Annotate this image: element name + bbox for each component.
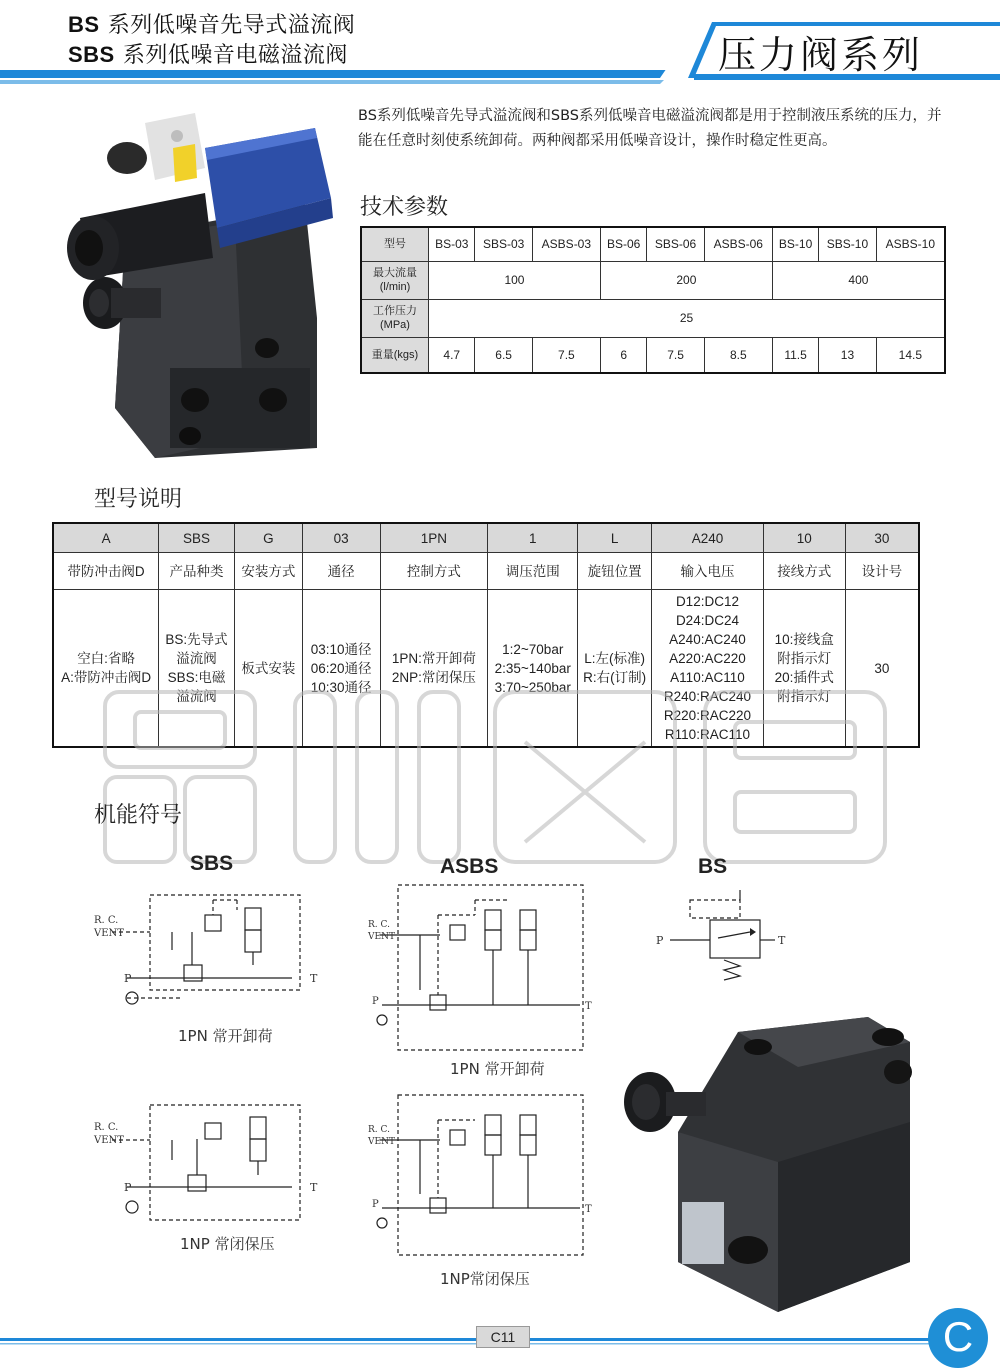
sbs-np-rc-label: R. C. <box>94 1122 119 1133</box>
asbs-np-vent-label: VENT <box>368 1137 395 1147</box>
specs-table <box>360 226 946 374</box>
spec-weight: 4.7 <box>429 337 475 373</box>
detail-line: 10:30通径 <box>310 679 372 695</box>
bs-p-label: P <box>656 934 664 947</box>
spec-weight: 6.5 <box>475 337 532 373</box>
spec-weight: 13 <box>819 337 876 373</box>
detail-line: R220:RAC220 <box>663 708 751 723</box>
sbs-t-label: T <box>310 972 318 985</box>
spec-flow-value: 100 <box>429 261 601 299</box>
spec-weight: 7.5 <box>647 337 704 373</box>
spec-model: BS-06 <box>600 227 646 261</box>
series-title: 压力阀系列 <box>718 33 924 77</box>
caption-sbs-1np: 1NP 常闭保压 <box>180 1235 275 1253</box>
page-number: C11 <box>476 1326 530 1348</box>
code-cell: 1 <box>488 523 578 553</box>
spec-weight: 14.5 <box>876 337 945 373</box>
symbols-section-title: 机能符号 <box>94 803 183 828</box>
spec-weight: 6 <box>600 337 646 373</box>
spec-flow-label-2: (l/min) <box>379 281 411 293</box>
detail-line: R:右(订制) <box>583 670 647 685</box>
title-text-sbs: 系列低噪音电磁溢流阀 <box>122 43 348 68</box>
spec-weight: 11.5 <box>772 337 818 373</box>
sbs-np-vent-label: VENT <box>94 1135 124 1146</box>
caption-asbs-1pn: 1PN 常开卸荷 <box>450 1060 545 1078</box>
spec-flow-value: 200 <box>600 261 772 299</box>
detail-line: A110:AC110 <box>670 670 745 685</box>
detail-line: R240:RAC240 <box>663 689 751 704</box>
asbs-p-label: P <box>372 996 379 1007</box>
detail-line: 06:20通径 <box>310 660 372 676</box>
spec-model: BS-03 <box>429 227 475 261</box>
detail-line: 1:2~70bar <box>502 641 564 657</box>
spec-flow-label-1: 最大流量 <box>373 267 417 279</box>
spec-model: SBS-10 <box>819 227 876 261</box>
spec-model-label: 型号 <box>361 227 429 261</box>
spec-weight-label: 重量(kgs) <box>361 337 429 373</box>
detail-line: 附指示灯 <box>777 689 832 704</box>
detail-line: SBS:电磁 <box>167 670 226 685</box>
code-name: 安装方式 <box>234 553 302 590</box>
detail-line: 20:插件式 <box>774 670 834 685</box>
title-model-bs: BS <box>68 12 100 37</box>
spec-flow-label <box>361 261 429 299</box>
code-name: 设计号 <box>845 553 919 590</box>
symbol-sbs-1np <box>92 1095 332 1225</box>
detail-line: 3:70~250bar <box>494 679 571 695</box>
sbs-np-t-label: T <box>310 1181 318 1194</box>
sbs-p-label: P <box>124 972 132 985</box>
code-name: 产品种类 <box>159 553 235 590</box>
symbol-asbs-1pn <box>360 880 600 1055</box>
spec-flow-value: 400 <box>772 261 945 299</box>
asbs-np-t-label: T <box>585 1204 592 1215</box>
code-cell: 30 <box>845 523 919 553</box>
detail-line: 附指示灯 <box>777 651 832 666</box>
detail-line: A:带防冲击阀D <box>61 670 152 685</box>
title-model-sbs: SBS <box>68 42 115 67</box>
code-name: 带防冲击阀D <box>53 553 159 590</box>
detail-line: BS:先导式 <box>165 632 228 647</box>
spec-weight: 8.5 <box>704 337 772 373</box>
asbs-np-rc-label: R. C. <box>368 1125 390 1135</box>
asbs-vent-label: VENT <box>368 932 395 942</box>
spec-weight: 7.5 <box>532 337 600 373</box>
sbs-np-p-label: P <box>124 1181 132 1194</box>
code-cell: 1PN <box>380 523 488 553</box>
detail-line: A240:AC240 <box>669 632 746 647</box>
spec-pressure-label-1: 工作压力 <box>373 305 417 317</box>
detail-line: R110:RAC110 <box>664 727 750 742</box>
model-code-section-title: 型号说明 <box>94 487 183 512</box>
caption-asbs-1np: 1NP常闭保压 <box>440 1270 530 1288</box>
caption-sbs-1pn: 1PN 常开卸荷 <box>178 1027 273 1045</box>
spec-pressure-value: 25 <box>429 299 946 337</box>
spec-model: ASBS-06 <box>704 227 772 261</box>
watermark-logo <box>95 682 895 872</box>
detail-line: 空白:省略 <box>77 651 135 666</box>
code-name: 旋钮位置 <box>578 553 652 590</box>
code-cell: G <box>234 523 302 553</box>
sbs-vent-label: VENT <box>94 928 124 939</box>
detail-line: 10:接线盒 <box>774 632 834 647</box>
detail-line: 03:10通径 <box>310 641 372 657</box>
spec-pressure-label <box>361 299 429 337</box>
detail-line: 溢流阀 <box>176 651 217 666</box>
spec-model: ASBS-10 <box>876 227 945 261</box>
code-name: 调压范围 <box>488 553 578 590</box>
product-photo-sbs-valve <box>55 108 335 468</box>
title-text-bs: 系列低噪音先导式溢流阀 <box>107 13 356 38</box>
code-cell: A240 <box>652 523 764 553</box>
spec-model: SBS-03 <box>475 227 532 261</box>
detail-line: 溢流阀 <box>176 689 217 704</box>
code-cell: L <box>578 523 652 553</box>
code-cell: SBS <box>159 523 235 553</box>
symbol-title-asbs: ASBS <box>440 855 499 878</box>
detail-line: D24:DC24 <box>675 613 739 628</box>
code-name: 控制方式 <box>380 553 488 590</box>
symbol-sbs-1pn <box>92 890 332 1015</box>
asbs-rc-label: R. C. <box>368 920 390 930</box>
spec-model: ASBS-03 <box>532 227 600 261</box>
detail-line: 2:35~140bar <box>494 660 571 676</box>
intro-paragraph: BS系列低噪音先导式溢流阀和SBS系列低噪音电磁溢流阀都是用于控制液压系统的压力，并能在任意时刻使系统卸荷。两种阀都采用低噪音设计，操作时稳定性更高。 <box>358 108 942 149</box>
section-letter-badge: C <box>928 1308 988 1368</box>
spec-model: BS-10 <box>772 227 818 261</box>
detail-line: 30 <box>874 660 890 676</box>
detail-line: 板式安装 <box>241 660 296 676</box>
symbol-bs <box>650 880 800 990</box>
bs-t-label: T <box>778 934 786 947</box>
code-cell: 03 <box>302 523 380 553</box>
code-cell: 10 <box>763 523 845 553</box>
code-name: 输入电压 <box>652 553 764 590</box>
asbs-t-label: T <box>585 1001 592 1012</box>
spec-pressure-label-2: (MPa) <box>380 319 410 331</box>
symbol-title-bs: BS <box>698 855 728 878</box>
detail-line: A220:AC220 <box>669 651 746 666</box>
code-cell: A <box>53 523 159 553</box>
symbol-asbs-1np <box>360 1090 600 1260</box>
code-name: 接线方式 <box>763 553 845 590</box>
detail-line: 1PN:常开卸荷 <box>391 651 476 666</box>
spec-model: SBS-06 <box>647 227 704 261</box>
code-name: 通径 <box>302 553 380 590</box>
specs-section-title: 技术参数 <box>360 195 449 220</box>
asbs-np-p-label: P <box>372 1199 379 1210</box>
symbol-title-sbs: SBS <box>190 852 234 875</box>
detail-line: 2NP:常闭保压 <box>391 670 476 685</box>
product-photo-bs-valve <box>618 1012 938 1322</box>
sbs-rc-label: R. C. <box>94 915 119 926</box>
detail-line: L:左(标准) <box>584 651 645 666</box>
detail-line: D12:DC12 <box>675 594 739 609</box>
